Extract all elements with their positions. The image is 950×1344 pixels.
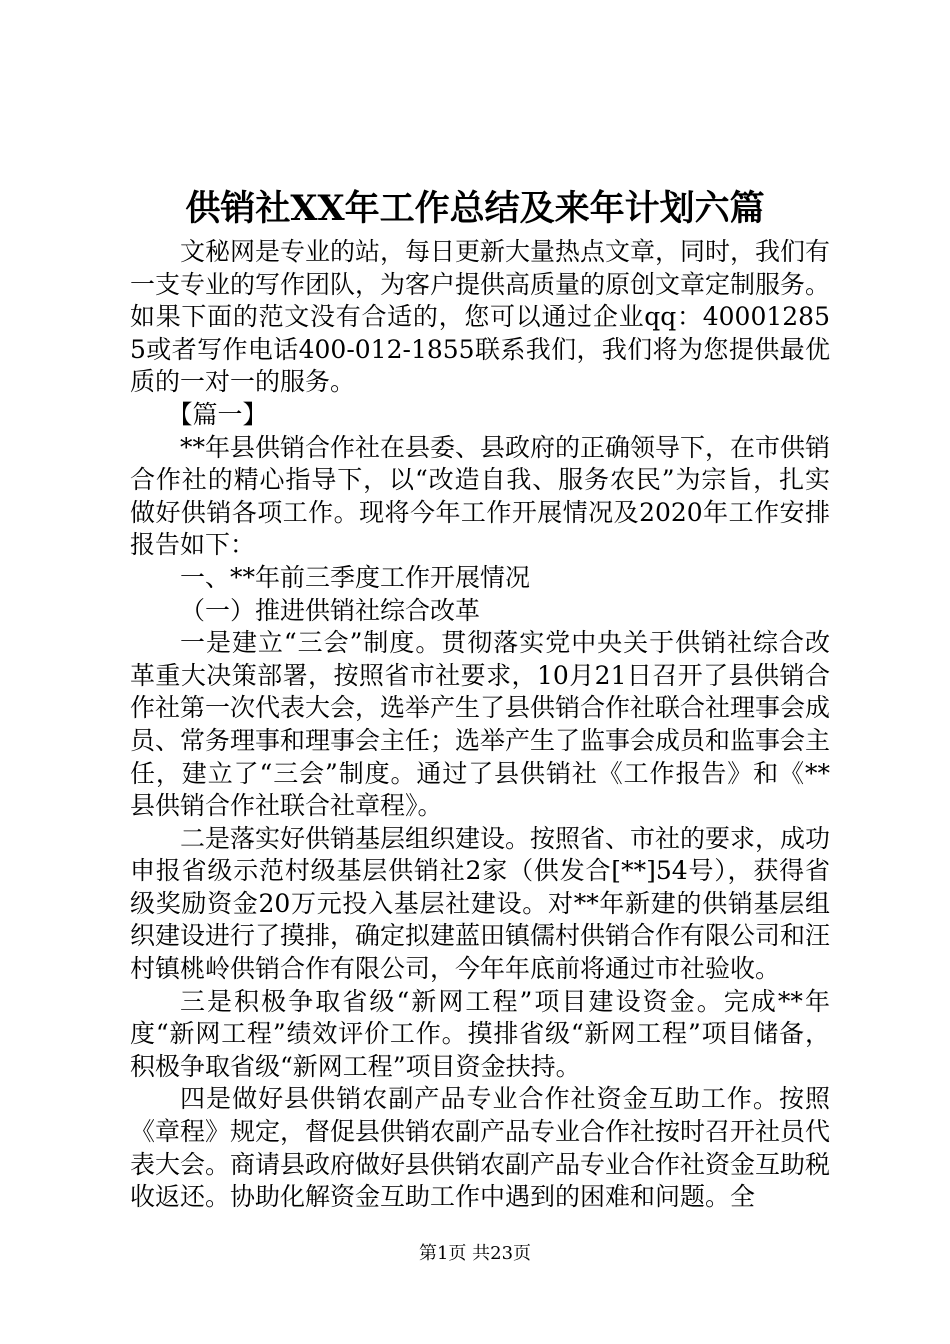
section-label: 【篇一】 — [167, 399, 268, 429]
body-paragraph-5: 四是做好县供销农副产品专业合作社资金互助工作。按照《章程》规定，督促县供销农副产品专业合作社按时召开社员代表大会。商请县政府做好县供销农副产品专业合作社资金互助税收返还。协助化解资金互助工作中遇到的困难和问题。全 — [130, 1084, 831, 1212]
section-heading-1: 一、**年前三季度工作开展情况 — [180, 562, 531, 592]
document-title: 供销社XX年工作总结及来年计划六篇 — [185, 188, 765, 229]
document-body — [130, 236, 830, 1214]
body-paragraph-3: 二是落实好供销基层组织建设。按照省、市社的要求，成功申报省级示范村级基层供销社2家（供发合[**]54号），获得省级奖励资金20万元投入基层社建设。对**年新建的供销基层组织建设进行了摸排，确定拟建蓝田镇儒村供销合作有限公司和汪村镇桃岭供销合作有限公司，今年年底前将通过市社验收。 — [130, 823, 831, 984]
body-paragraph-1: **年县供销合作社在县委、县政府的正确领导下，在市供销合作社的精心指导下，以“改造自我、服务农民”为宗旨，扎实做好供销各项工作。现将今年工作开展情况及2020年工作安排报告如下： — [130, 432, 831, 560]
section-heading-2: （一）推进供销社综合改革 — [180, 595, 481, 625]
page-footer: 第1页 共23页 — [418, 1243, 532, 1264]
body-paragraph-2: 一是建立“三会”制度。贯彻落实党中央关于供销社综合改革重大决策部署，按照省市社要求，10月21日召开了县供销合作社第一次代表大会，选举产生了县供销合作社联合社理事会成员、常务理事和理事会主任；选举产生了监事会成员和监事会主任，建立了“三会”制度。通过了县供销社《工作报告》和《**县供销合作社联合社章程》。 — [130, 628, 831, 821]
intro-paragraph: 文秘网是专业的站，每日更新大量热点文章，同时，我们有一支专业的写作团队，为客户提供高质量的原创文章定制服务。如果下面的范文没有合适的，您可以通过企业qq：400012855或者写作电话400-012-1855联系我们，我们将为您提供最优质的一对一的服务。 — [130, 237, 831, 397]
body-paragraph-4: 三是积极争取省级“新网工程”项目建设资金。完成**年度“新网工程”绩效评价工作。摸排省级“新网工程”项目储备，积极争取省级“新网工程”项目资金扶持。 — [130, 986, 830, 1081]
